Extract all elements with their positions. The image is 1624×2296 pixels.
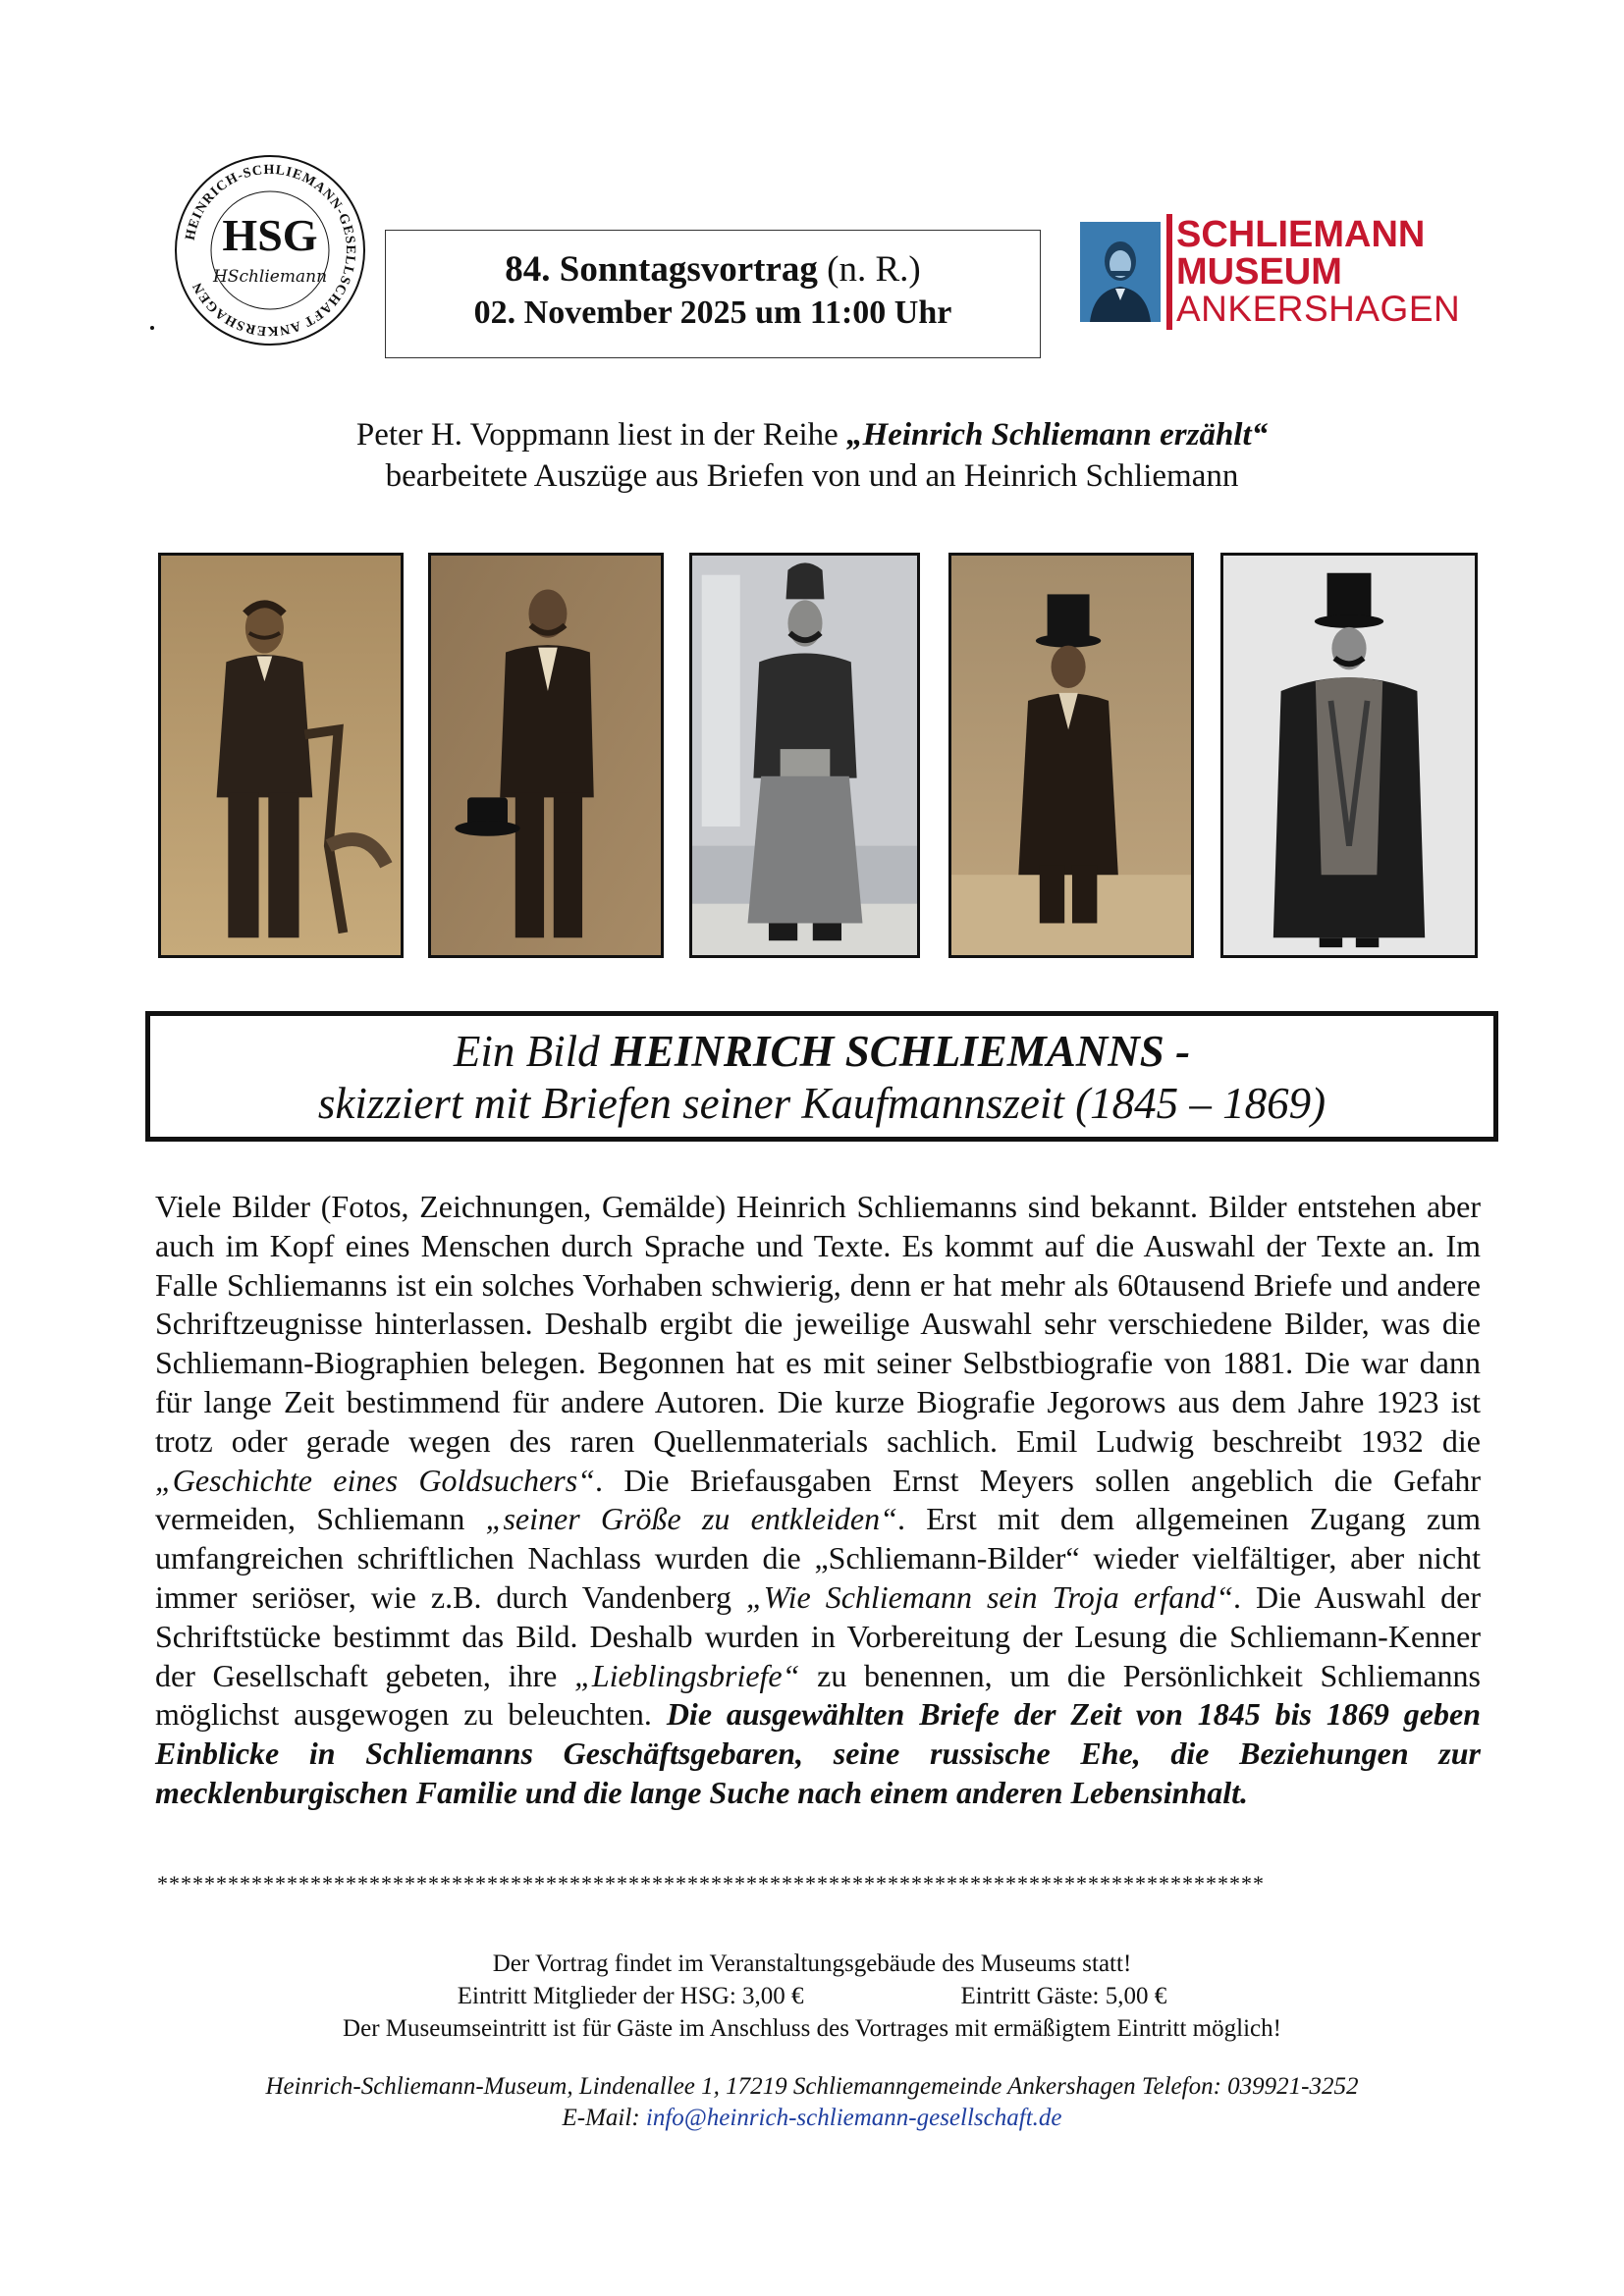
description-paragraph bbox=[155, 1188, 1481, 1813]
fee-guests: Eintritt Gäste: 5,00 € bbox=[960, 1983, 1167, 2009]
schliemann-museum-logo bbox=[1080, 214, 1461, 330]
event-date: 02. November 2025 um 11:00 Uhr bbox=[473, 294, 952, 331]
body-quote-3: „Wie Schliemann sein Troja erfand“ bbox=[745, 1578, 1234, 1615]
photo-portrait-with-top-hat-in-hand bbox=[428, 553, 664, 958]
intro-prefix: Peter H. Voppmann liest in der Reihe bbox=[355, 417, 847, 453]
hsg-seal-logo bbox=[172, 152, 368, 348]
star-separator: ********************************************************************************************** bbox=[157, 1871, 1265, 1896]
intro-line2: bearbeitete Auszüge aus Briefen von und an Heinrich Schliemann bbox=[385, 458, 1239, 494]
event-title bbox=[386, 248, 1040, 291]
photo-portrait-with-chair bbox=[158, 553, 404, 958]
title-prefix: Ein Bild bbox=[453, 1027, 611, 1076]
footer-museum-entry: Der Museumseintritt ist für Gäste im Anschluss des Vortrages mit ermäßigtem Eintritt möglich! bbox=[343, 2015, 1281, 2042]
museum-logo-divider bbox=[1166, 214, 1172, 330]
body-quote-1: „Geschichte eines Goldsuchers“ bbox=[155, 1462, 595, 1498]
event-number: 84. Sonntagsvortrag bbox=[505, 249, 818, 290]
footer-address: Heinrich-Schliemann-Museum, Lindenallee 1, 17219 Schliemanngemeinde Ankershagen Telefon: 039921-3252 bbox=[265, 2073, 1359, 2100]
body-part-5: zu benennen, um die Persönlichkeit Schliemanns möglichst ausgewogen zu beleuchten. bbox=[155, 1657, 1482, 1733]
event-note: (n. R.) bbox=[827, 249, 921, 290]
email-link[interactable]: info@heinrich-schliemann-gesellschaft.de bbox=[645, 2105, 1062, 2131]
body-bold-summary: Die ausgewählten Briefe der Zeit von 1845 bis 1869 geben Einblicke in Schliemanns Geschäftsgebaren, seine russische Ehe, die Beziehungen zur mecklenburgischen Familie und die lange Suche nach einem anderen Lebensinhalt. bbox=[155, 1696, 1482, 1810]
body-part-1: Viele Bilder (Fotos, Zeichnungen, Gemälde) Heinrich Schliemanns sind bekannt. Bilder entstehen aber auch im Kopf eines Menschen durch Sprache und Texte. Es kommt auf die Auswahl der Texte an. Im Falle Schliemanns ist ein solches Vorhaben schwierig, denn er hat mehr als 60tausend Briefe und andere Schriftzeugnisse hinterlassen. Deshalb ergibt die jeweilige Auswahl sehr verschiedene Bilder, was die Schliemann-Biographien belegen. Begonnen hat es mit seiner Selbstbiografie von 1881. Die war dann für lange Zeit bestimmend für andere Autoren. Die kurze Biografie Jegorows aus dem Jahre 1923 ist trotz oder gerade wegen des raren Quellenmaterials sachlich. Emil Ludwig beschreibt 1932 die bbox=[155, 1189, 1481, 1459]
title-subtitle: skizziert mit Briefen seiner Kaufmannszeit (1845 – 1869) bbox=[317, 1079, 1326, 1128]
intro-text bbox=[0, 414, 1624, 497]
body-part-3: . Erst mit dem allgemeinen Zugang zum umfangreichen schriftlichen Nachlass wurden die „Schliemann-Bilder“ wieder vielfältiger, aber nicht immer seriöser, wie z.B. durch Vandenberg bbox=[155, 1501, 1482, 1615]
lecture-title-box bbox=[145, 1011, 1498, 1142]
body-quote-4: „Lieblingsbriefe“ bbox=[574, 1657, 800, 1693]
seal-signature: HSchliemann bbox=[212, 267, 328, 287]
footer-fees bbox=[0, 1981, 1624, 2012]
museum-logo-line3: ANKERSHAGEN bbox=[1176, 289, 1461, 329]
decorative-dot bbox=[150, 326, 154, 330]
body-part-4: . Die Auswahl der Schriftstücke bestimmt das Bild. Deshalb wurden in Vorbereitung der Lesung die Schliemann-Kenner der Gesellschaft gebeten, ihre bbox=[155, 1578, 1482, 1693]
museum-logo-line2: MUSEUM bbox=[1176, 251, 1342, 293]
event-box bbox=[385, 230, 1041, 358]
fee-members: Eintritt Mitglieder der HSG: 3,00 € bbox=[457, 1983, 804, 2009]
footer-venue: Der Vortrag findet im Veranstaltungsgebäude des Museums statt! bbox=[492, 1950, 1132, 1977]
museum-logo-line1: SCHLIEMANN bbox=[1176, 214, 1426, 255]
photo-portrait-in-oriental-costume bbox=[689, 553, 920, 958]
seal-ring-text: HEINRICH-SCHLIEMANN-GESELLSCHAFT ANKERSHAGEN bbox=[183, 162, 358, 339]
title-name: HEINRICH SCHLIEMANNS bbox=[610, 1027, 1164, 1076]
series-name: „Heinrich Schliemann erzählt“ bbox=[846, 417, 1269, 453]
photo-portrait-with-top-hat bbox=[948, 553, 1194, 958]
body-part-2: . Die Briefausgaben Ernst Meyers sollen angeblich die Gefahr vermeiden, Schliemann bbox=[155, 1462, 1482, 1537]
footer-email-line bbox=[0, 2103, 1624, 2134]
photo-portrait-in-fur-coat bbox=[1220, 553, 1478, 958]
seal-abbr: HSG bbox=[222, 210, 318, 260]
email-label: E-Mail: bbox=[562, 2105, 646, 2131]
title-dash: - bbox=[1164, 1027, 1191, 1076]
museum-logo-portrait bbox=[1080, 222, 1161, 322]
body-quote-2: „seiner Größe zu entkleiden“ bbox=[485, 1501, 897, 1537]
